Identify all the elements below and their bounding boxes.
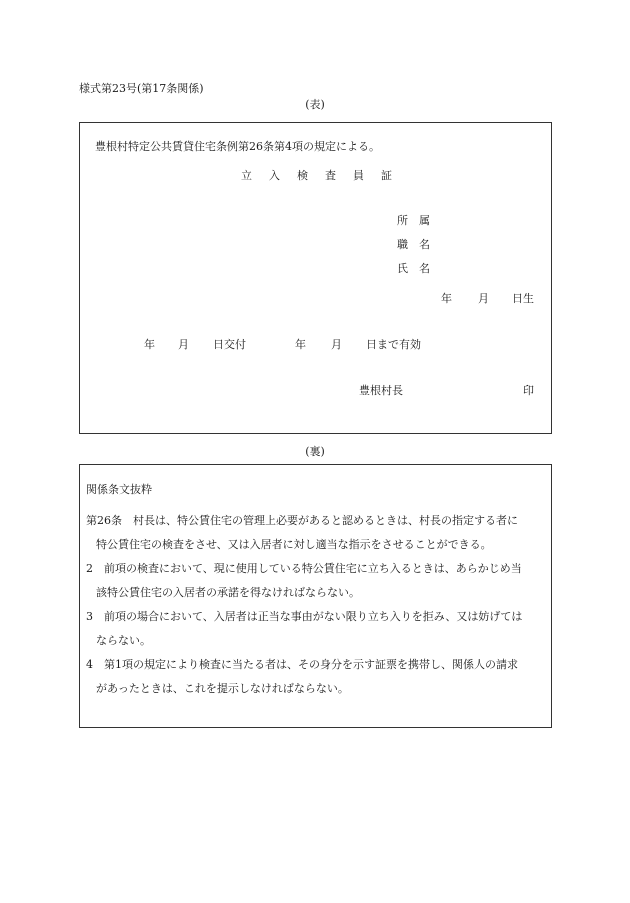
valid-year-label: 年 (295, 338, 306, 351)
back-side-label: (裏) (305, 445, 325, 458)
valid-day-label: 日まで有効 (366, 338, 421, 351)
issuer-name: 豊根村長 (359, 384, 403, 397)
field-position (397, 239, 441, 250)
field-label-char: 氏 (397, 262, 408, 275)
front-card-box (79, 122, 552, 434)
field-affiliation (397, 215, 441, 226)
birth-year-label: 年 (441, 292, 452, 305)
field-label-char: 所 (397, 214, 408, 227)
field-label-char: 名 (419, 262, 430, 275)
front-side-label: (表) (305, 98, 325, 111)
field-label-char: 職 (397, 238, 408, 251)
issue-day-label: 日交付 (213, 338, 246, 351)
paragraph-2-continuation: 該特公賃住宅の入居者の承諾を得なければならない。 (96, 586, 360, 599)
card-title-char: 検 (297, 169, 308, 182)
card-title-char: 証 (381, 169, 392, 182)
issue-month-label: 月 (178, 338, 189, 351)
birth-month-label: 月 (478, 292, 489, 305)
seal-mark: 印 (523, 384, 534, 397)
legal-basis-text: 豊根村特定公共賃貸住宅条例第26条第4項の規定による。 (95, 140, 380, 153)
back-heading: 関係条文抜粋 (86, 483, 152, 496)
paragraph-4-line: 4 第1項の規定により検査に当たる者は、その身分を示す証票を携帯し、関係人の請求 (86, 658, 518, 671)
paragraph-2-line: 2 前項の検査において、現に使用している特公賃住宅に立ち入るときは、あらかじめ当 (86, 562, 522, 575)
field-name (397, 263, 441, 274)
article-26-continuation: 特公賃住宅の検査をさせ、又は入居者に対し適当な指示をさせることができる。 (96, 538, 492, 551)
valid-month-label: 月 (331, 338, 342, 351)
paragraph-3-continuation: ならない。 (96, 634, 151, 647)
card-title (241, 170, 409, 181)
card-title-char: 員 (353, 169, 364, 182)
card-title-char: 立 (241, 169, 252, 182)
form-number: 様式第23号(第17条関係) (79, 82, 204, 95)
paragraph-4-continuation: があったときは、これを提示しなければならない。 (96, 682, 349, 695)
article-26-line: 第26条 村長は、特公賃住宅の管理上必要があると認めるときは、村長の指定する者に (86, 514, 518, 527)
field-label-char: 属 (419, 214, 430, 227)
card-title-char: 入 (269, 169, 280, 182)
card-title-char: 査 (325, 169, 336, 182)
issue-year-label: 年 (144, 338, 155, 351)
field-label-char: 名 (419, 238, 430, 251)
paragraph-3-line: 3 前項の場合において、入居者は正当な事由がない限り立ち入りを拒み、又は妨げては (86, 610, 523, 623)
birth-day-label: 日生 (512, 292, 534, 305)
